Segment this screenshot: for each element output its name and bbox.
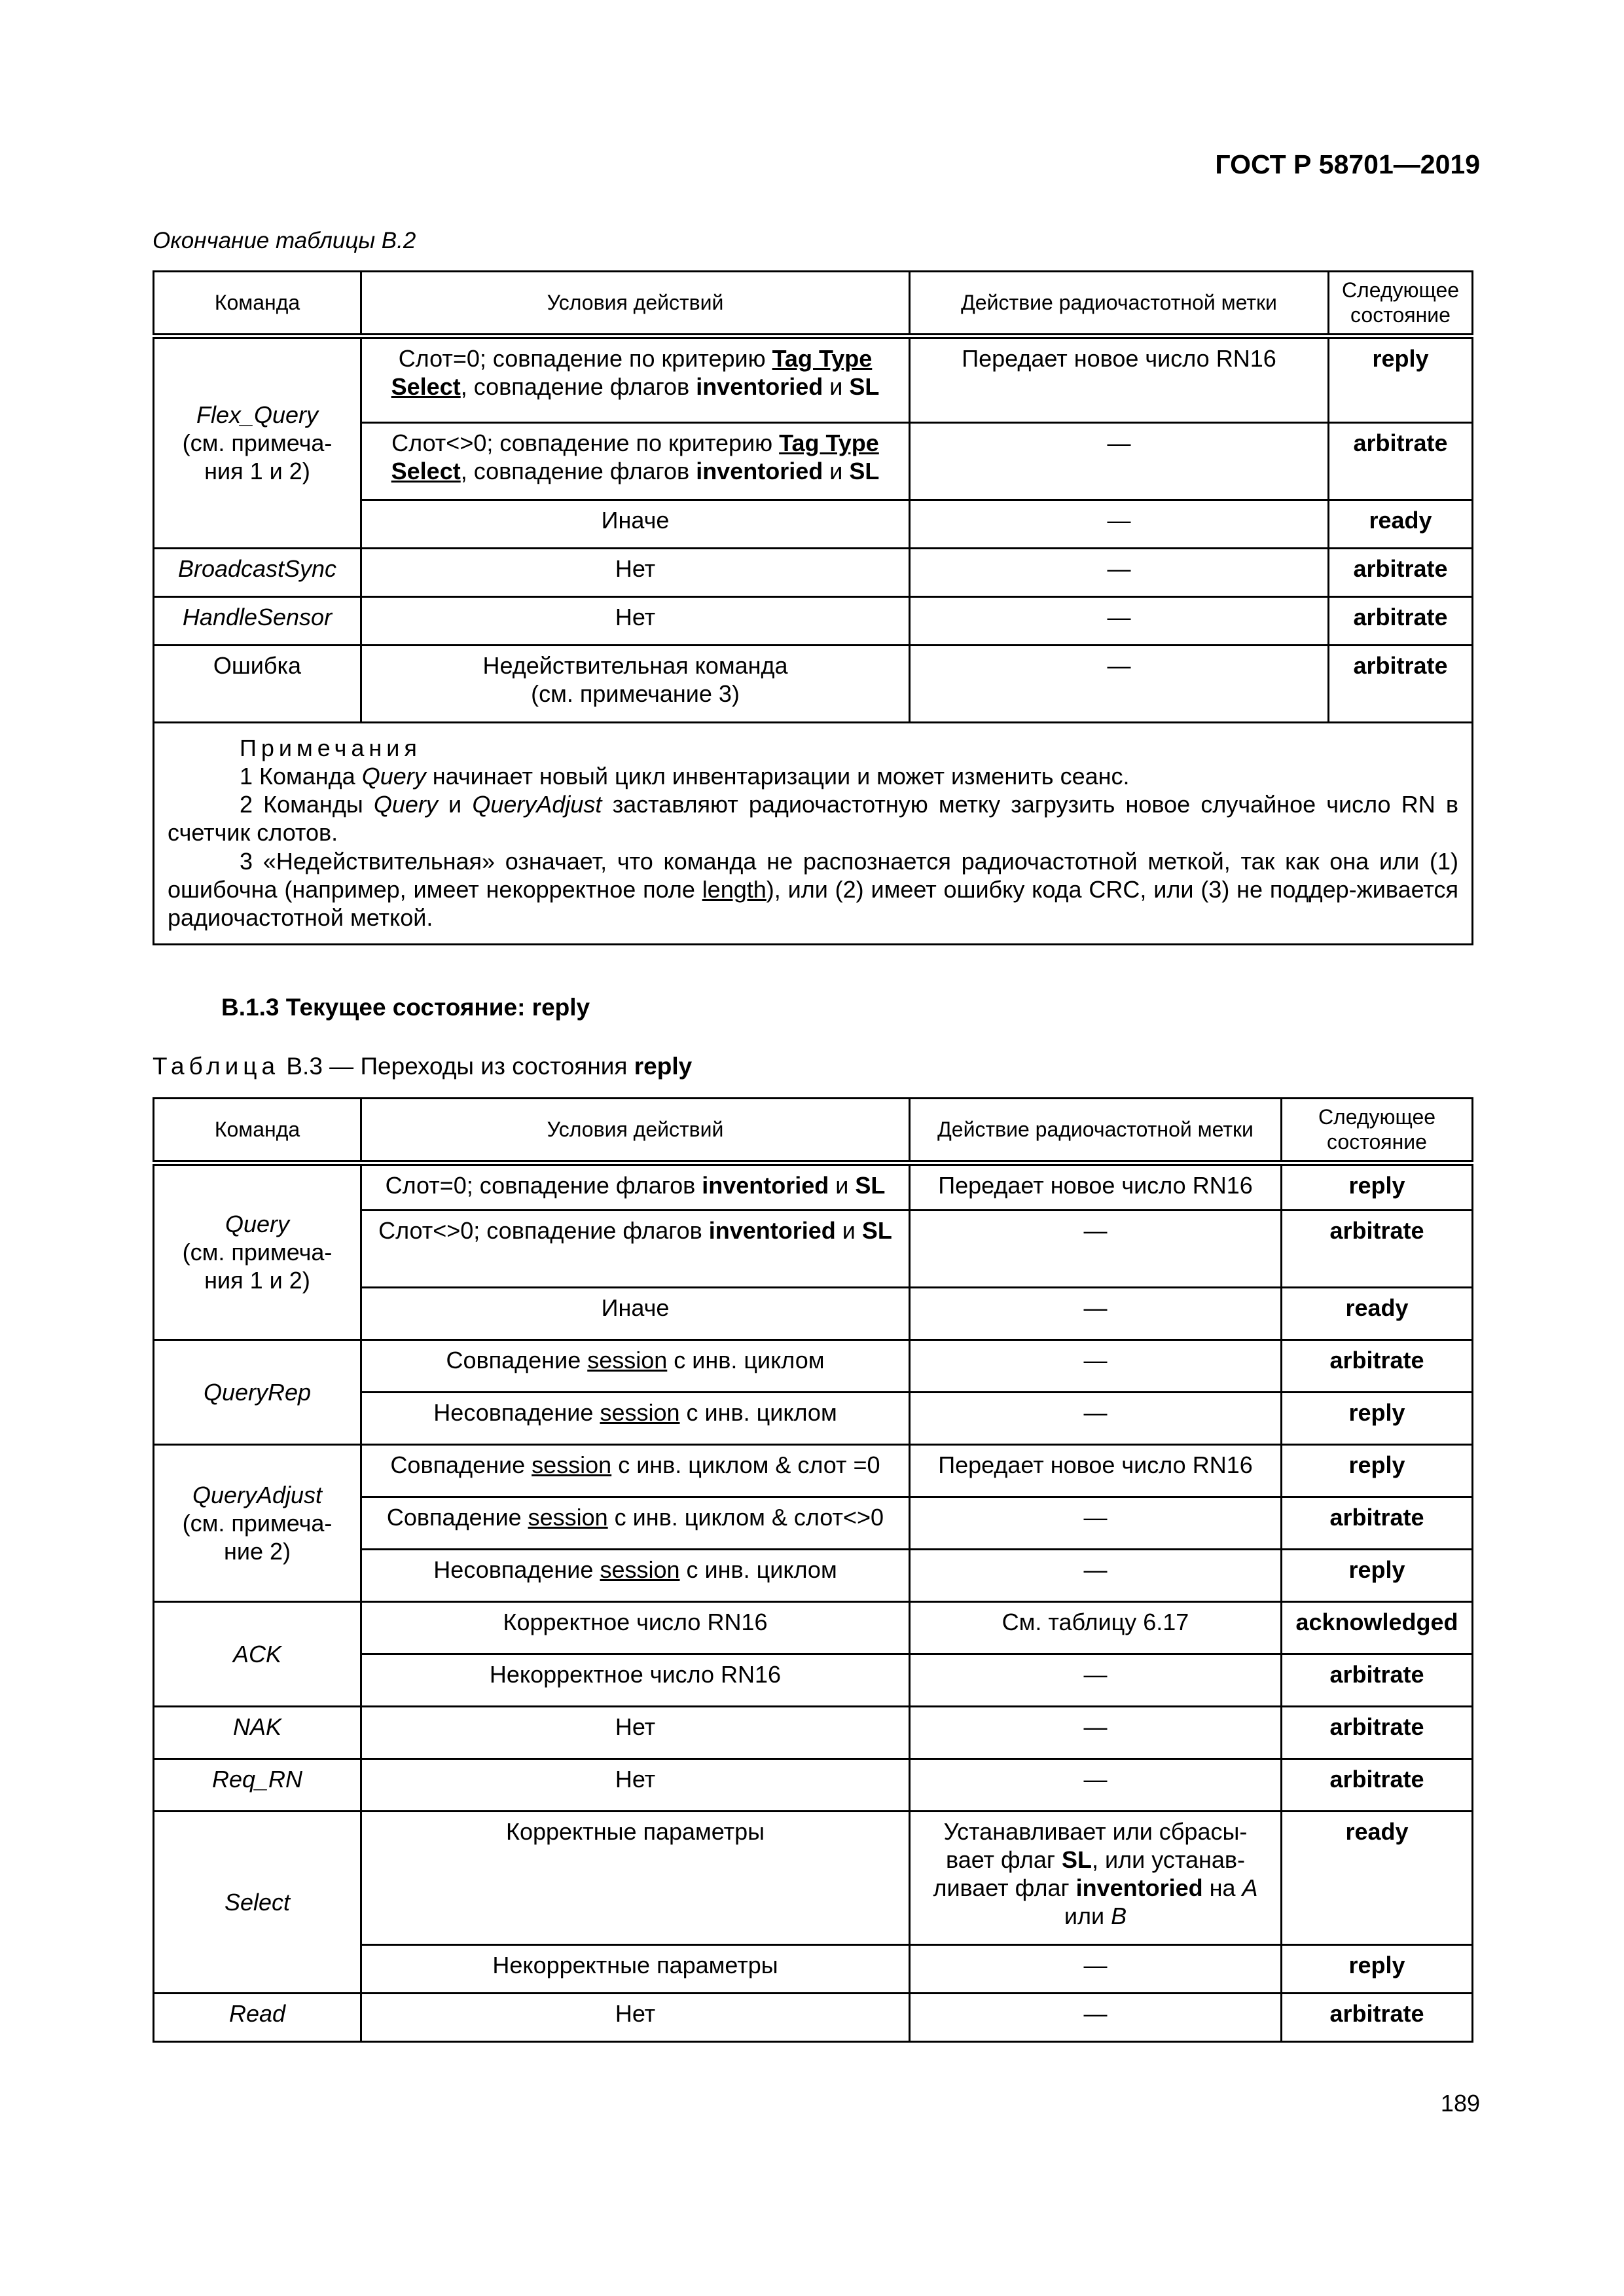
- action-cell: [910, 1811, 1282, 1944]
- condition-text: Слот<>0; совпадение по критерию: [391, 429, 780, 456]
- next-state-cell: reply: [1329, 336, 1473, 422]
- condition-cell: Нет: [361, 548, 910, 596]
- table-b2-caption: Окончание таблицы В.2: [153, 228, 416, 253]
- command-name: Query: [225, 1211, 290, 1237]
- command-note-ref: (см. примеча-ния 1 и 2): [182, 429, 333, 485]
- condition-text: (см. примечание 3): [531, 680, 740, 707]
- table-header-row: [154, 1099, 1473, 1163]
- col-header-conditions: Условия действий: [361, 1099, 910, 1163]
- caption-state: reply: [634, 1053, 693, 1080]
- flag-name: inventoried: [702, 1171, 829, 1199]
- table-row: [154, 548, 1473, 596]
- action-cell: Передает новое число RN16: [910, 336, 1329, 422]
- col-header-command: Команда: [154, 1099, 361, 1163]
- next-state-cell: arbitrate: [1282, 1339, 1473, 1392]
- col-header-conditions: Условия действий: [361, 272, 910, 337]
- notes-row: [154, 722, 1473, 944]
- next-state-cell: reply: [1282, 1392, 1473, 1444]
- condition-term: Tag Type Select: [391, 344, 873, 400]
- condition-cell: Нет: [361, 1758, 910, 1811]
- command-name: Flex_Query: [196, 401, 319, 428]
- note-command: QueryAdjust: [472, 791, 602, 818]
- action-cell: —: [910, 1287, 1282, 1339]
- condition-cell: [361, 422, 910, 500]
- table-row: [154, 1993, 1473, 2041]
- action-text: , или устанав-ливает флаг: [933, 1846, 1245, 1902]
- action-cell: См. таблицу 6.17: [910, 1601, 1282, 1654]
- condition-text: Слот<>0; совпадение флагов: [378, 1216, 709, 1244]
- flag-name: inventoried: [1075, 1874, 1203, 1902]
- action-cell: Передает новое число RN16: [910, 1163, 1282, 1210]
- page-number: 189: [1440, 2090, 1480, 2117]
- flag-value: A: [1242, 1874, 1258, 1902]
- next-state-cell: arbitrate: [1282, 1993, 1473, 2041]
- col-header-action: Действие радиочастотной метки: [910, 1099, 1282, 1163]
- note-term: length: [702, 875, 767, 903]
- next-state-cell: reply: [1282, 1549, 1473, 1601]
- condition-cell: Нет: [361, 1993, 910, 2041]
- action-cell: —: [910, 1210, 1282, 1287]
- condition-text: , совпадение флагов: [460, 373, 696, 400]
- condition-cell: [361, 1497, 910, 1549]
- table-row: [154, 1601, 1473, 1654]
- table-row: [154, 1339, 1473, 1392]
- table-row: [154, 1163, 1473, 1210]
- col-header-next-state: Следующее состояние: [1282, 1099, 1473, 1163]
- notes-title: Примечания: [240, 734, 422, 761]
- document-standard-header: ГОСТ Р 58701—2019: [1215, 149, 1480, 179]
- next-state-cell: arbitrate: [1282, 1210, 1473, 1287]
- action-cell: —: [910, 1339, 1282, 1392]
- note-text: и: [437, 791, 473, 818]
- condition-cell: Некорректное число RN16: [361, 1654, 910, 1706]
- next-state-cell: acknowledged: [1282, 1601, 1473, 1654]
- note-text: 2 Команды: [240, 791, 374, 818]
- condition-text: с инв. циклом: [679, 1398, 837, 1426]
- condition-text: Слот=0; совпадение флагов: [385, 1171, 702, 1199]
- condition-text: с инв. циклом: [679, 1556, 837, 1583]
- action-cell: —: [910, 1758, 1282, 1811]
- caption-text: В.3 — Переходы из состояния: [280, 1053, 634, 1080]
- table-row: [154, 1811, 1473, 1944]
- condition-cell: [361, 1163, 910, 1210]
- condition-text: , совпадение флагов: [460, 457, 696, 484]
- condition-text: Слот=0; совпадение по критерию: [398, 344, 772, 372]
- next-state-cell: arbitrate: [1329, 422, 1473, 500]
- next-state-cell: ready: [1282, 1811, 1473, 1944]
- action-text: Устанавливает или сбрасы-вает флаг: [943, 1817, 1248, 1873]
- command-cell-read: Read: [154, 1993, 361, 2041]
- action-cell: —: [910, 1654, 1282, 1706]
- next-state-cell: ready: [1282, 1287, 1473, 1339]
- command-note-ref: (см. примеча-ния 1 и 2): [182, 1239, 333, 1294]
- next-state-cell: arbitrate: [1282, 1497, 1473, 1549]
- next-state-cell: arbitrate: [1282, 1706, 1473, 1758]
- command-cell-queryadjust: [154, 1444, 361, 1601]
- condition-cell: [361, 336, 910, 422]
- condition-text: Совпадение: [390, 1451, 532, 1478]
- condition-text: с инв. циклом & слот =0: [611, 1451, 880, 1478]
- note-text: 3 «Недействительная» означает, что команда не распознается радиочастотной меткой, так как она или (1) ошибочна (например, имеет некорректное поле: [168, 847, 1458, 903]
- condition-cell: Иначе: [361, 1287, 910, 1339]
- action-cell: —: [910, 1392, 1282, 1444]
- condition-text: и: [823, 373, 850, 400]
- next-state-cell: arbitrate: [1329, 645, 1473, 722]
- flag-name: SL: [849, 373, 880, 400]
- flag-name: SL: [861, 1216, 892, 1244]
- condition-term: session: [587, 1346, 668, 1374]
- notes-cell: [154, 722, 1473, 944]
- next-state-cell: arbitrate: [1329, 596, 1473, 645]
- flag-name: inventoried: [696, 373, 823, 400]
- condition-cell: [361, 1392, 910, 1444]
- next-state-cell: arbitrate: [1329, 548, 1473, 596]
- table-row: [154, 1706, 1473, 1758]
- condition-text: Несовпадение: [433, 1556, 600, 1583]
- note-text: 1 Команда: [240, 762, 362, 790]
- condition-cell: Корректное число RN16: [361, 1601, 910, 1654]
- condition-text: Несовпадение: [433, 1398, 600, 1426]
- note-1: [168, 762, 1458, 790]
- action-cell: Передает новое число RN16: [910, 1444, 1282, 1497]
- table-b2: [153, 270, 1473, 945]
- note-text: ), или (2) имеет ошибку кода CRC, или (3) не поддер-живается радиочастотной меткой.: [168, 875, 1458, 931]
- table-row: [154, 336, 1473, 422]
- condition-cell: [361, 1210, 910, 1287]
- table-b3-caption: [153, 1053, 692, 1080]
- next-state-cell: reply: [1282, 1163, 1473, 1210]
- command-cell-broadcastsync: BroadcastSync: [154, 548, 361, 596]
- table-row: [154, 645, 1473, 722]
- table-row: [154, 1444, 1473, 1497]
- condition-cell: Иначе: [361, 500, 910, 548]
- action-cell: —: [910, 1944, 1282, 1993]
- condition-term: session: [528, 1503, 608, 1531]
- condition-term: Tag Type Select: [391, 429, 879, 484]
- action-cell: —: [910, 1497, 1282, 1549]
- condition-term: session: [532, 1451, 612, 1478]
- condition-text: Совпадение: [386, 1503, 528, 1531]
- condition-text: с инв. циклом & слот<>0: [607, 1503, 884, 1531]
- command-cell-error: Ошибка: [154, 645, 361, 722]
- action-cell: —: [910, 1706, 1282, 1758]
- command-cell-nak: NAK: [154, 1706, 361, 1758]
- next-state-cell: reply: [1282, 1444, 1473, 1497]
- caption-label: Таблица: [153, 1053, 280, 1080]
- note-text: начинает новый цикл инвентаризации и может изменить сеанс.: [425, 762, 1130, 790]
- action-cell: —: [910, 1993, 1282, 2041]
- note-text: заставляют радиочастотную метку загрузить новое случайное число RN в счетчик слотов.: [168, 791, 1459, 847]
- action-text: на: [1202, 1874, 1242, 1902]
- flag-name: SL: [1062, 1846, 1092, 1873]
- condition-cell: [361, 1339, 910, 1392]
- condition-text: Совпадение: [446, 1346, 588, 1374]
- command-cell-req-rn: Req_RN: [154, 1758, 361, 1811]
- flag-name: SL: [849, 457, 880, 484]
- flag-name: SL: [855, 1171, 886, 1199]
- next-state-cell: ready: [1329, 500, 1473, 548]
- condition-term: session: [600, 1556, 680, 1583]
- note-2: [168, 790, 1458, 847]
- command-cell-ack: ACK: [154, 1601, 361, 1706]
- col-header-action: Действие радиочастотной метки: [910, 272, 1329, 337]
- command-cell-query: [154, 1163, 361, 1339]
- condition-text: и: [823, 457, 850, 484]
- condition-cell: Некорректные параметры: [361, 1944, 910, 1993]
- note-3: [168, 847, 1458, 932]
- next-state-cell: arbitrate: [1282, 1654, 1473, 1706]
- command-cell-flex-query: [154, 336, 361, 548]
- next-state-cell: reply: [1282, 1944, 1473, 1993]
- section-heading: В.1.3 Текущее состояние: reply: [221, 994, 590, 1021]
- flag-name: inventoried: [696, 457, 823, 484]
- action-cell: —: [910, 596, 1329, 645]
- condition-term: session: [600, 1398, 680, 1426]
- action-cell: —: [910, 500, 1329, 548]
- next-state-cell: arbitrate: [1282, 1758, 1473, 1811]
- condition-cell: [361, 1549, 910, 1601]
- condition-cell: [361, 1444, 910, 1497]
- command-name: QueryAdjust: [192, 1481, 323, 1508]
- command-cell-queryrep: QueryRep: [154, 1339, 361, 1444]
- condition-text: и: [835, 1216, 862, 1244]
- flag-name: inventoried: [708, 1216, 836, 1244]
- flag-value: B: [1111, 1903, 1127, 1930]
- command-note-ref: (см. примеча-ние 2): [182, 1509, 333, 1565]
- action-cell: —: [910, 645, 1329, 722]
- table-header-row: [154, 272, 1473, 337]
- condition-cell: Нет: [361, 1706, 910, 1758]
- condition-cell: [361, 645, 910, 722]
- col-header-next-state: Следующее состояние: [1329, 272, 1473, 337]
- table-b3: [153, 1097, 1473, 2043]
- condition-cell: Нет: [361, 596, 910, 645]
- table-row: [154, 596, 1473, 645]
- condition-text: и: [829, 1171, 856, 1199]
- note-command: Query: [361, 762, 426, 790]
- note-command: Query: [373, 791, 438, 818]
- col-header-command: Команда: [154, 272, 361, 337]
- action-cell: —: [910, 1549, 1282, 1601]
- action-cell: —: [910, 548, 1329, 596]
- action-cell: —: [910, 422, 1329, 500]
- command-cell-select: Select: [154, 1811, 361, 1993]
- command-cell-handlesensor: HandleSensor: [154, 596, 361, 645]
- condition-text: Недействительная команда: [482, 651, 788, 679]
- action-text: или: [1064, 1903, 1111, 1930]
- table-row: [154, 1758, 1473, 1811]
- condition-text: с инв. циклом: [667, 1346, 825, 1374]
- condition-cell: Корректные параметры: [361, 1811, 910, 1944]
